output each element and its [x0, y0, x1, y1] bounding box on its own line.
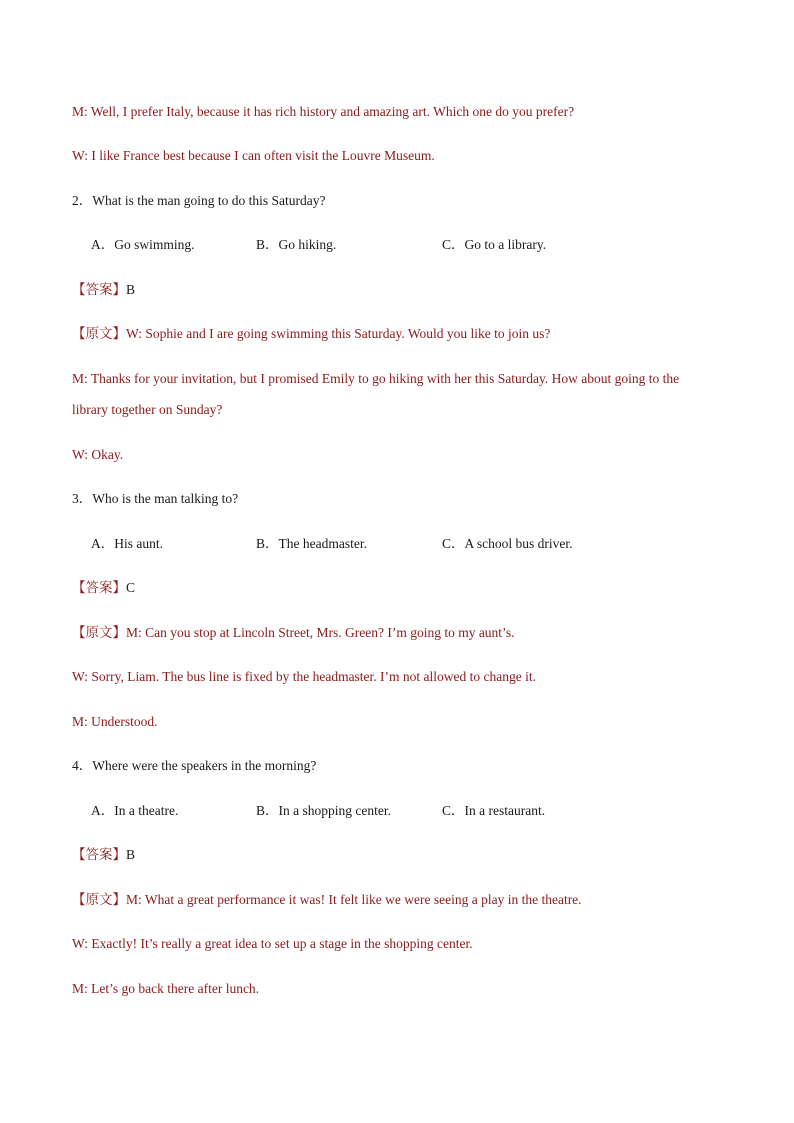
transcript-line [72, 891, 582, 909]
transcript-line: M: Thanks for your invitation, but I promised Emily to go hiking with her this Saturday. How about going to the [72, 371, 680, 386]
question-3: 3．Who is the man talking to? [72, 491, 239, 506]
answer-tag: 【答案】 [72, 580, 126, 595]
answer-line [72, 846, 135, 864]
answer-value: C [126, 580, 136, 595]
transcript-line: library together on Sunday? [72, 402, 223, 417]
option-b: B．The headmaster. [256, 536, 367, 551]
transcript-line: W: Sorry, Liam. The bus line is fixed by the headmaster. I’m not allowed to change it. [72, 669, 537, 684]
answer-value: B [126, 847, 136, 862]
dialogue-line: W: I like France best because I can often visit the Louvre Museum. [72, 148, 435, 163]
transcript-line: M: Let’s go back there after lunch. [72, 981, 260, 996]
dialogue-line: M: Well, I prefer Italy, because it has rich history and amazing art. Which one do you prefer? [72, 104, 575, 119]
option-a: A．Go swimming. [91, 237, 195, 252]
question-2: 2．What is the man going to do this Saturday? [72, 193, 326, 208]
answer-line [72, 281, 135, 299]
transcript-tag: 【原文】 [72, 625, 126, 640]
option-c: C．A school bus driver. [442, 536, 573, 551]
transcript-line: W: Okay. [72, 447, 124, 462]
transcript-line [72, 624, 514, 642]
transcript-tag: 【原文】 [72, 892, 126, 907]
answer-tag: 【答案】 [72, 847, 126, 862]
option-a: A．His aunt. [91, 536, 163, 551]
answer-value: B [126, 282, 136, 297]
transcript-line: W: Exactly! It’s really a great idea to set up a stage in the shopping center. [72, 936, 473, 951]
option-a: A．In a theatre. [91, 803, 179, 818]
transcript-tag: 【原文】 [72, 326, 126, 341]
answer-tag: 【答案】 [72, 282, 126, 297]
transcript-line [72, 325, 550, 343]
option-b: B．In a shopping center. [256, 803, 391, 818]
transcript-text: M: Can you stop at Lincoln Street, Mrs. Green? I’m going to my aunt’s. [126, 625, 515, 640]
transcript-line: M: Understood. [72, 714, 158, 729]
transcript-text: W: Sophie and I are going swimming this Saturday. Would you like to join us? [126, 326, 551, 341]
option-c: C．In a restaurant. [442, 803, 546, 818]
option-b: B．Go hiking. [256, 237, 337, 252]
option-c: C．Go to a library. [442, 237, 547, 252]
question-4: 4．Where were the speakers in the morning? [72, 758, 317, 773]
transcript-text: M: What a great performance it was! It felt like we were seeing a play in the theatre. [126, 892, 582, 907]
answer-line [72, 579, 135, 597]
